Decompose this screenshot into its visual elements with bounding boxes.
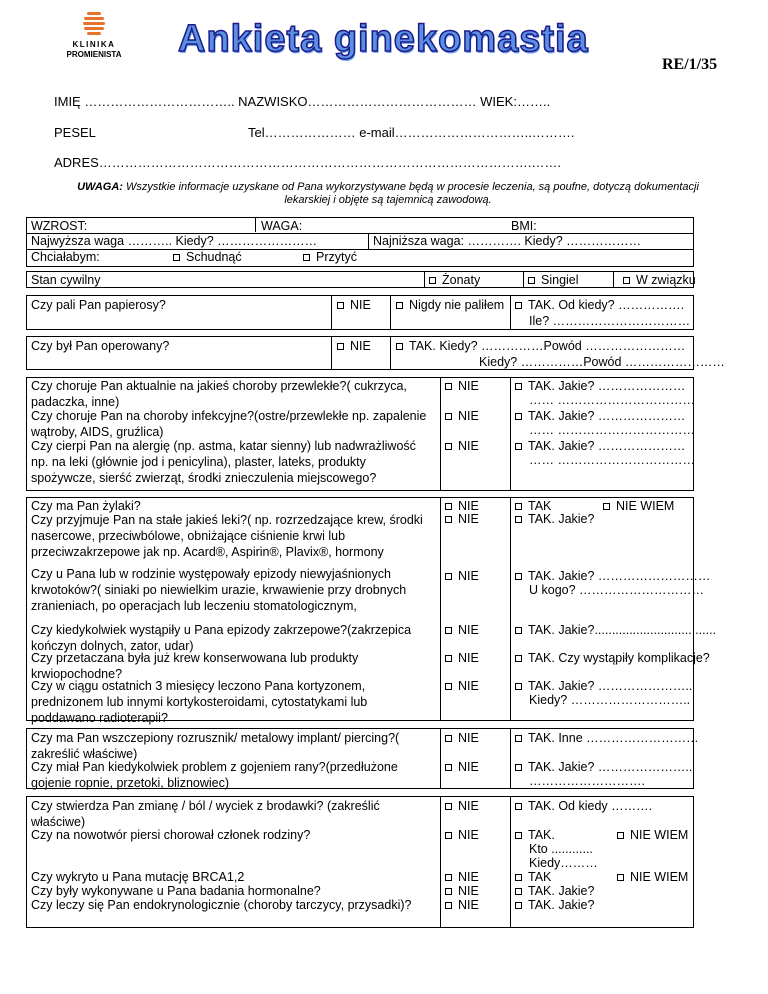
gain-option[interactable] — [303, 249, 357, 265]
surgery-question: Czy był Pan operowany? — [31, 339, 170, 353]
checkbox-icon[interactable] — [173, 254, 180, 261]
pesel-label: PESEL — [54, 125, 96, 140]
address-line: ADRES……………………………………………………………………………………….……. — [54, 155, 562, 170]
implant-no-option[interactable]: NIE — [445, 730, 479, 746]
never-smoked-option[interactable] — [396, 297, 504, 313]
endocrine-yes-option[interactable]: TAK. Jakie? — [515, 897, 594, 913]
single-option[interactable] — [528, 272, 579, 288]
allergy-no-option[interactable]: NIE — [445, 438, 479, 454]
checkbox-icon[interactable] — [515, 443, 522, 450]
surgery-no-option[interactable] — [337, 338, 371, 354]
checkbox-icon[interactable] — [445, 413, 452, 420]
cortisone-when-field[interactable]: Kiedy? ……………………….. — [529, 693, 691, 707]
married-label: Żonaty — [442, 273, 481, 287]
checkbox-icon[interactable] — [445, 764, 452, 771]
checkbox-icon[interactable] — [515, 832, 522, 839]
checkbox-icon[interactable] — [445, 735, 452, 742]
thrombosis-no-option[interactable]: NIE — [445, 622, 479, 638]
nipple-yes-option[interactable]: TAK. Od kiedy ………. — [515, 798, 652, 814]
checkbox-icon[interactable] — [445, 503, 452, 510]
brca-yes-option[interactable]: TAK — [515, 869, 551, 885]
lose-option[interactable] — [173, 249, 242, 265]
transfusion-yes-option[interactable]: TAK. Czy wystąpiły komplikacje? — [515, 650, 710, 666]
checkbox-icon[interactable] — [445, 888, 452, 895]
transfusion-no-option[interactable]: NIE — [445, 650, 479, 666]
checkbox-icon[interactable] — [515, 413, 522, 420]
smoking-amount-field[interactable]: Ile? …………………………… — [529, 314, 691, 328]
chronic-diseases-box — [26, 377, 694, 491]
checkbox-icon[interactable] — [396, 302, 403, 309]
name-line: IMIĘ …………………………….. NAZWISKO………………………………… WIEK:…….. — [54, 94, 551, 109]
allergy-dots[interactable]: …… …………………………… — [529, 453, 695, 467]
height-label: WZROST: — [31, 219, 88, 233]
confidentiality-notice — [60, 181, 716, 207]
implant-question: Czy ma Pan wszczepiony rozrusznik/ metalowy implant/ piercing?( zakreślić właściwe) — [31, 731, 400, 761]
checkbox-icon[interactable] — [515, 655, 522, 662]
brca-dontknow-option[interactable]: NIE WIEM — [617, 869, 688, 885]
single-label: Singiel — [541, 273, 579, 287]
infectious-no-option[interactable]: NIE — [445, 408, 479, 424]
relationship-label: W związku — [636, 273, 696, 287]
checkbox-icon[interactable] — [617, 832, 624, 839]
smoking-yes-label: TAK. Od kiedy? ……………. — [528, 298, 685, 312]
checkbox-icon[interactable] — [515, 383, 522, 390]
hormone-tests-yes-option[interactable]: TAK. Jakie? — [515, 883, 594, 899]
want-label: Chciałabym: — [31, 250, 100, 264]
medications-no-option[interactable]: NIE — [445, 511, 479, 527]
logo-line2: PROMIENISTA — [66, 50, 122, 59]
endocrine-question: Czy leczy się Pan endokrynologicznie (choroby tarczycy, przysadki)? — [31, 898, 412, 912]
surgery-no-label: NIE — [350, 339, 371, 353]
checkbox-icon[interactable] — [303, 254, 310, 261]
checkbox-icon[interactable] — [515, 874, 522, 881]
checkbox-icon[interactable] — [528, 277, 535, 284]
smoking-no-label: NIE — [350, 298, 371, 312]
clinic-logo — [56, 8, 132, 68]
bleeding-no-option[interactable]: NIE — [445, 568, 479, 584]
notice-label: UWAGA: — [77, 181, 123, 193]
thrombosis-yes-option[interactable]: TAK. Jakie?................................... — [515, 622, 716, 638]
varicose-question: Czy ma Pan żylaki? — [31, 499, 141, 513]
blood-medications-box — [26, 497, 717, 725]
family-when-field[interactable]: Kiedy……… — [529, 856, 598, 870]
checkbox-icon[interactable] — [445, 443, 452, 450]
family-dontknow-option[interactable]: NIE WIEM — [617, 827, 688, 843]
breast-hormonal-box — [26, 796, 694, 928]
marital-label: Stan cywilny — [31, 273, 101, 287]
checkbox-icon[interactable] — [515, 302, 522, 309]
infectious-yes-option[interactable]: TAK. Jakie? ………………… — [515, 408, 685, 424]
checkbox-icon[interactable] — [515, 803, 522, 810]
checkbox-icon[interactable] — [515, 503, 522, 510]
checkbox-icon[interactable] — [515, 888, 522, 895]
checkbox-icon[interactable] — [445, 573, 452, 580]
max-weight-field[interactable]: Najwyższa waga ……….. Kiedy? …………………… — [31, 234, 318, 248]
smoking-no-option[interactable] — [337, 297, 371, 313]
bleeding-question: Czy u Pana lub w rodzinie występowały epizody niewyjaśnionych krwotoków?( siniaki po niewielkim urazie, krwawienie przy drobnych zranieniach, po operacjach lub leczeniu stomatologicznym, — [31, 567, 407, 613]
infectious-dots[interactable]: …… …………………………… — [529, 423, 695, 437]
cortisone-question: Czy w ciągu ostatnich 3 miesięcy leczono Pana kortyzonem, prednizonem lub innymi kortykosteroidami, cytostatykami lub poddawano radioterapii? — [31, 679, 368, 725]
varicose-dontknow-option[interactable]: NIE WIEM — [603, 498, 674, 514]
bleeding-yes-option[interactable]: TAK. Jakie? ……………………… — [515, 568, 710, 584]
marital-status-box — [26, 271, 694, 288]
checkbox-icon[interactable] — [515, 516, 522, 523]
page-title: Ankieta ginekomastia — [178, 18, 589, 60]
checkbox-icon[interactable] — [337, 343, 344, 350]
implant-healing-box — [26, 728, 699, 790]
document-code: RE/1/35 — [662, 56, 718, 73]
healing-question: Czy miał Pan kiedykolwiek problem z gojeniem rany?(przedłużone gojenie ropnie, przetoki, bliznowiec) — [31, 760, 398, 790]
logo-line1: KLINIKA — [72, 40, 116, 49]
allergy-question: Czy cierpi Pan na alergię (np. astma, katar sienny) lub nadwrażliwość np. na leki (głównie jod i penicylina), plaster, lateks, produkty spożywcze, sierść zwierząt, środki znieczulenia miejscowego? — [31, 439, 416, 485]
checkbox-icon[interactable] — [515, 627, 522, 634]
checkbox-icon[interactable] — [515, 683, 522, 690]
nipple-question: Czy stwierdza Pan zmianę / ból / wyciek z brodawki? (zakreślić właściwe) — [31, 799, 380, 829]
smoking-question: Czy pali Pan papierosy? — [31, 298, 166, 312]
married-option[interactable] — [429, 272, 480, 288]
medications-question: Czy przyjmuje Pan na stałe jakieś leki?( np. rozrzedzające krew, środki nasercowe, przeciwbólowe, obniżające ciśnienie krwi lub przeciwzakrzepowe jak np. Acard®, Aspirin®, Plavix®, hormony — [31, 513, 423, 559]
checkbox-icon[interactable] — [515, 902, 522, 909]
checkbox-icon[interactable] — [623, 277, 630, 284]
chronic-dots[interactable]: …… …………………………… — [529, 393, 695, 407]
notice-text: Wszystkie informacje uzyskane od Pana wykorzystywane będą w procesie leczenia, są poufne, dotyczą dokumentacji lekarskiej i objęte są tajemnicą zawodową. — [122, 181, 699, 206]
chronic-yes-option[interactable]: TAK. Jakie? ………………… — [515, 378, 685, 394]
checkbox-icon[interactable] — [445, 627, 452, 634]
varicose-no-option[interactable]: NIE — [445, 498, 479, 514]
never-smoked-label: Nigdy nie paliłem — [409, 298, 505, 312]
checkbox-icon[interactable] — [429, 277, 436, 284]
bmi-label: BMI: — [511, 219, 537, 233]
checkbox-icon[interactable] — [515, 764, 522, 771]
healing-dots[interactable]: ………………………. — [529, 774, 645, 788]
body-stats-box — [26, 217, 694, 267]
infectious-question: Czy choruje Pan na choroby infekcyjne?(ostre/przewlekłe np. zapalenie wątroby, AIDS, gruźlica) — [31, 409, 427, 439]
surgery-yes-label: TAK. Kiedy? ……………Powód …………………… — [409, 339, 686, 353]
healing-no-option[interactable]: NIE — [445, 759, 479, 775]
allergy-yes-option[interactable]: TAK. Jakie? ………………… — [515, 438, 685, 454]
checkbox-icon[interactable] — [445, 803, 452, 810]
checkbox-icon[interactable] — [445, 655, 452, 662]
family-cancer-yes-option[interactable]: TAK. — [515, 827, 555, 843]
smoking-yes-option[interactable] — [515, 297, 684, 313]
implant-yes-option[interactable]: TAK. Inne ……………………… — [515, 730, 699, 746]
endocrine-no-option[interactable]: NIE — [445, 897, 479, 913]
checkbox-icon[interactable] — [445, 383, 452, 390]
checkbox-icon[interactable] — [445, 683, 452, 690]
bleeding-who-field[interactable]: U kogo? ………………………… — [529, 583, 705, 597]
chronic-no-option[interactable]: NIE — [445, 378, 479, 394]
cortisone-no-option[interactable]: NIE — [445, 678, 479, 694]
lose-label: Schudnąć — [186, 250, 242, 264]
chronic-question: Czy choruje Pan aktualnie na jakieś choroby przewlekłe?( cukrzyca, padaczka, inne) — [31, 379, 407, 409]
family-cancer-no-option[interactable]: NIE — [445, 827, 479, 843]
hormone-tests-no-option[interactable]: NIE — [445, 883, 479, 899]
transfusion-question: Czy przetaczana była już krew konserwowana lub produkty krwiopochodne? — [31, 651, 359, 681]
cortisone-yes-option[interactable]: TAK. Jakie? ………………….. — [515, 678, 692, 694]
thrombosis-question: Czy kiedykolwiek wystąpiły u Pana epizody zakrzepowe?(zakrzepica kończyn dolnych, zator, udar) — [31, 623, 412, 653]
family-who-field[interactable]: Kto ............ — [529, 842, 593, 856]
brca-no-option[interactable]: NIE — [445, 869, 479, 885]
family-cancer-question: Czy na nowotwór piersi chorował członek rodziny? — [31, 828, 311, 842]
min-weight-field[interactable]: Najniższa waga: …………. Kiedy? ……………… — [373, 234, 642, 248]
brca-question: Czy wykryto u Pana mutację BRCA1,2 — [31, 870, 245, 884]
relationship-option[interactable] — [623, 272, 696, 288]
varicose-yes-option[interactable]: TAK — [515, 498, 551, 514]
checkbox-icon[interactable] — [617, 874, 624, 881]
checkbox-icon[interactable] — [445, 832, 452, 839]
surgery-box — [26, 336, 725, 370]
gain-label: Przytyć — [316, 250, 357, 264]
surgery-yes-option[interactable] — [396, 338, 685, 354]
checkbox-icon[interactable] — [515, 735, 522, 742]
smoking-box — [26, 295, 694, 330]
checkbox-icon[interactable] — [445, 902, 452, 909]
checkbox-icon[interactable] — [445, 874, 452, 881]
sun-logo-icon — [56, 8, 132, 38]
surgery-second-field[interactable]: Kiedy? ……………Powód …………………… — [479, 355, 725, 369]
nipple-no-option[interactable]: NIE — [445, 798, 479, 814]
hormone-tests-question: Czy były wykonywane u Pana badania hormonalne? — [31, 884, 321, 898]
weight-label: WAGA: — [261, 219, 303, 233]
tel-email-line: Tel………………… e-mail…………………………..………. — [248, 125, 575, 140]
checkbox-icon[interactable] — [515, 573, 522, 580]
checkbox-icon[interactable] — [337, 302, 344, 309]
checkbox-icon[interactable] — [445, 516, 452, 523]
medications-yes-option[interactable]: TAK. Jakie? — [515, 511, 594, 527]
checkbox-icon[interactable] — [396, 343, 403, 350]
healing-yes-option[interactable]: TAK. Jakie? ………………….. — [515, 759, 692, 775]
checkbox-icon[interactable] — [603, 503, 610, 510]
